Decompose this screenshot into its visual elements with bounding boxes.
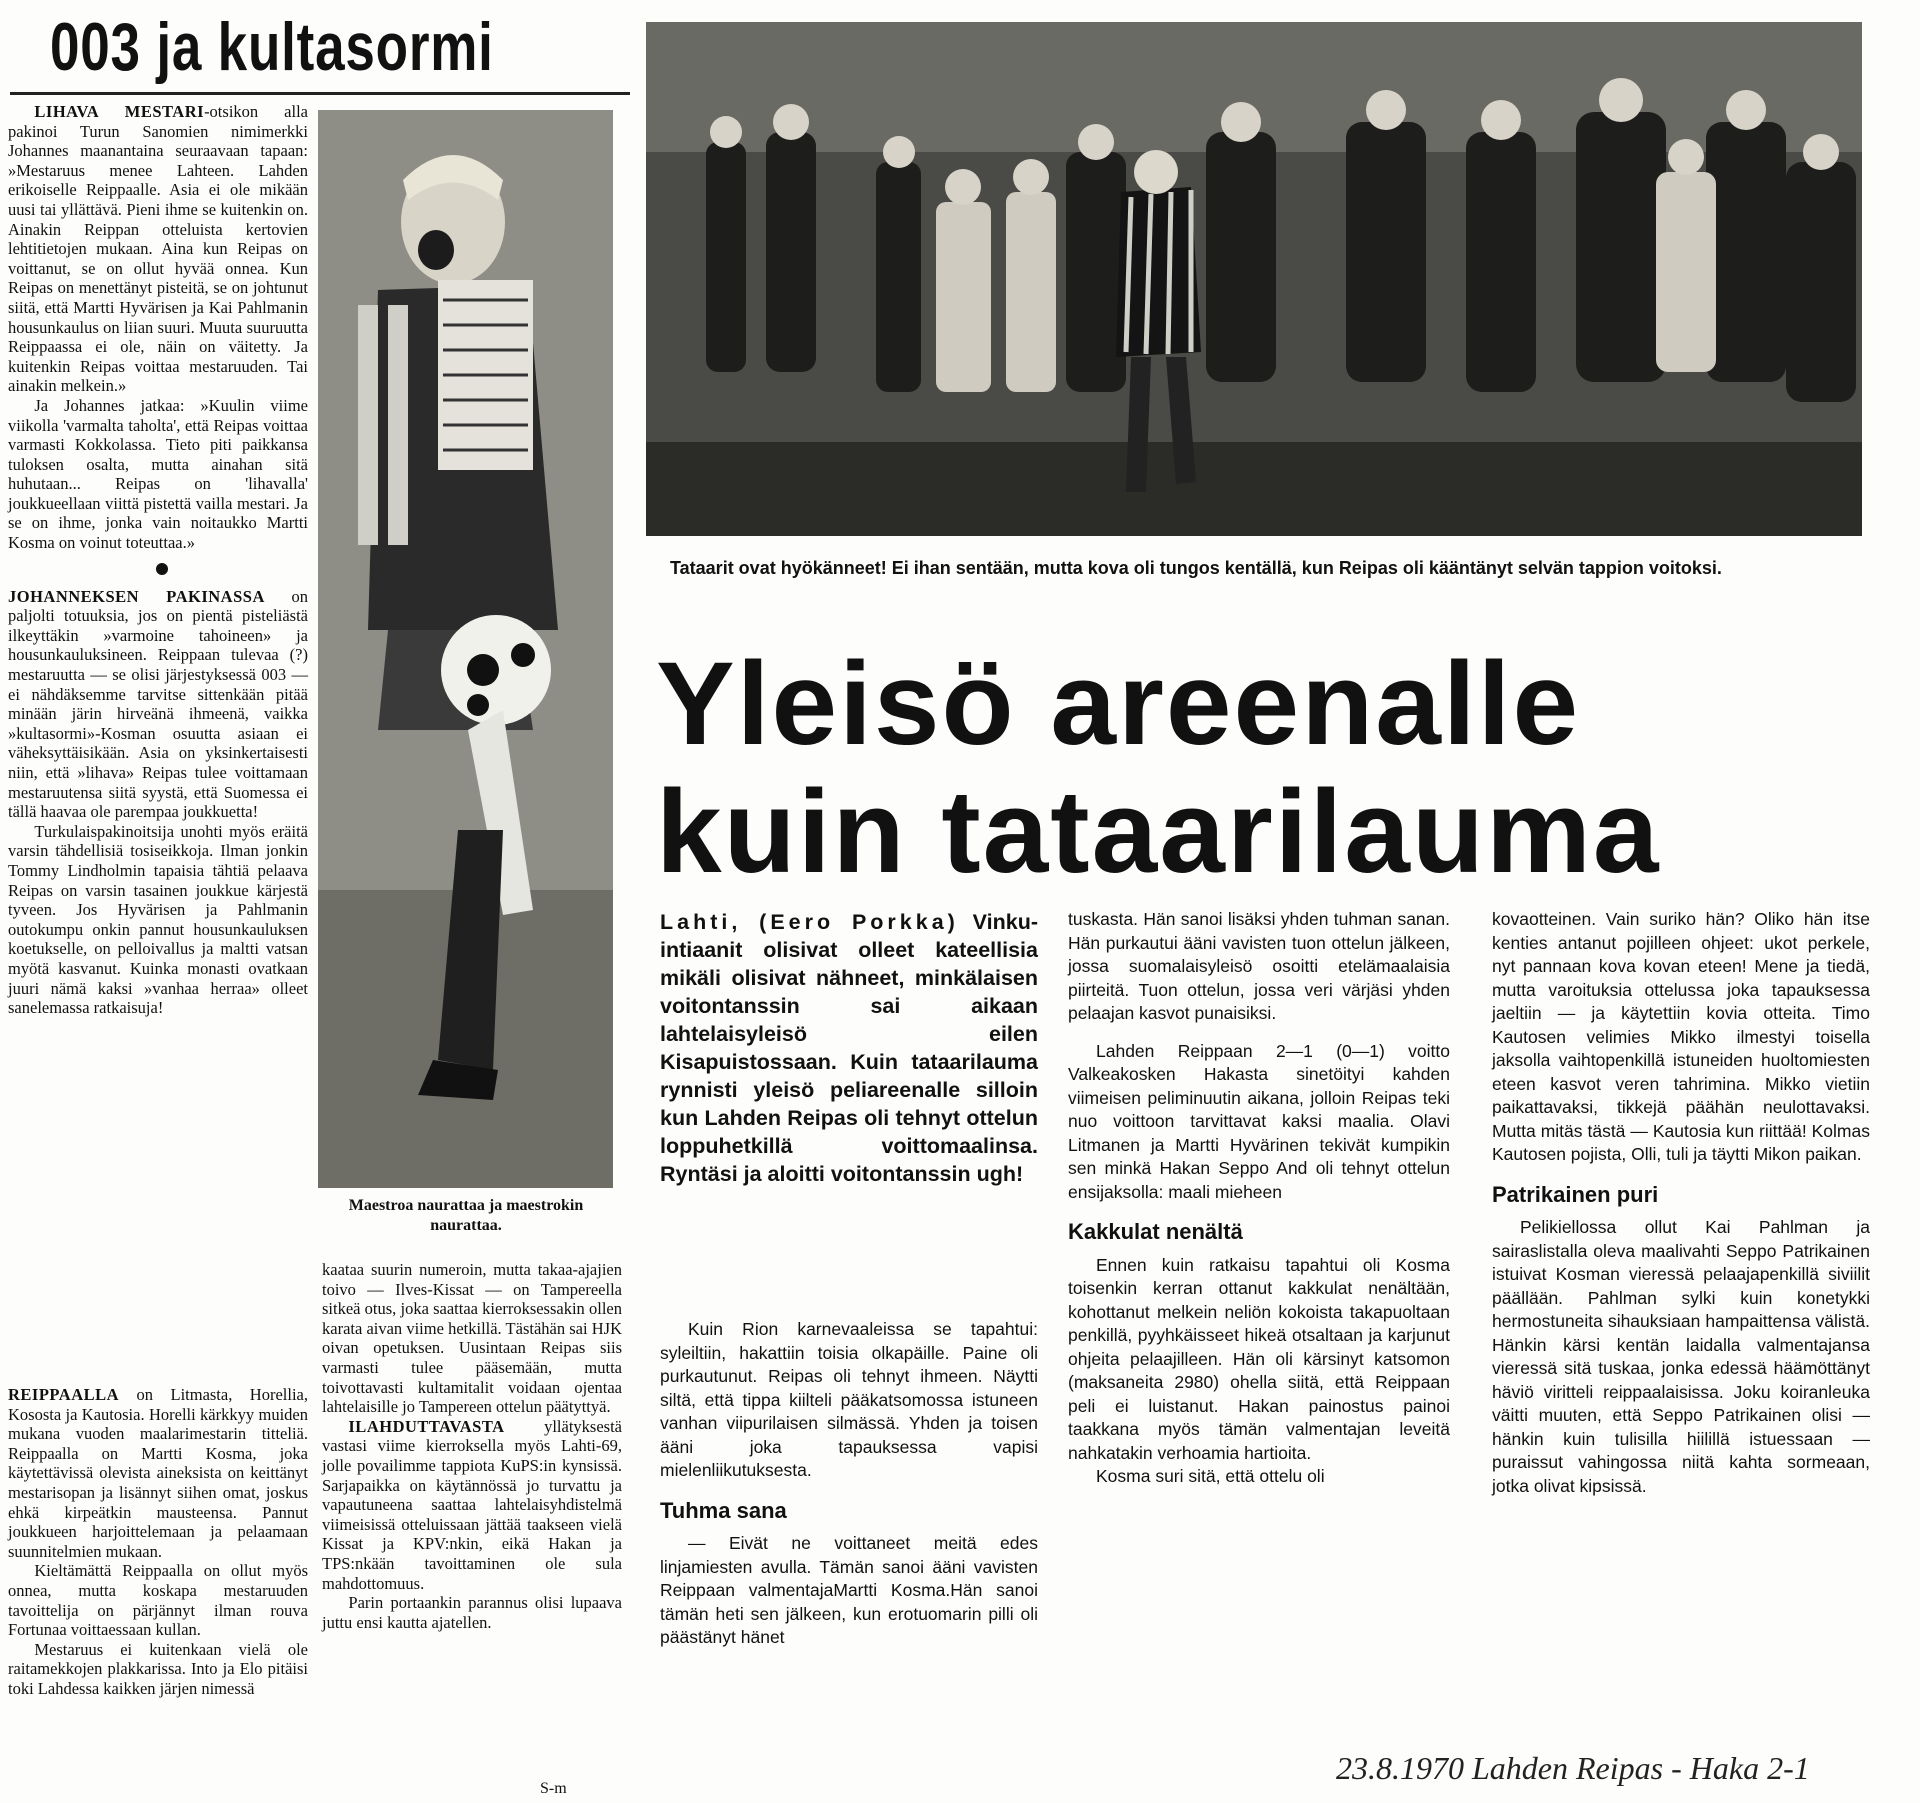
main-headline-line-2: kuin tataarilauma: [656, 766, 1661, 898]
lead-text: Vinku-intiaanit olisivat olleet kateellisia mikäli olisivat nähneet, minkälaisen voitontanssin sai aikaan lahtelaisyleisö eilen Kisapuistossaan. Kuin tataarilauma rynnisti yleisö peliareenalle silloin kun Lahden Reipas oli tehnyt ottelun loppuhetkillä voittomaalinsa. Ryntäsi ja aloitti voitontanssin ugh!: [660, 910, 1038, 1186]
main-col1-paragraph-2: — Eivät ne voittaneet meitä edes linjamiesten avulla. Tämän sanoi ääni vavisten Reippaan valmentajaMartti Kosma.Hän sanoi tämän heti sen jälkeen, kun erotuomarin pilli oli päästänyt hänet: [660, 1533, 1038, 1647]
main-col2-paragraph-2: Ennen kuin ratkaisu tapahtui oli Kosma toisenkin kerran ottanut kakkulat nenältään, kohottanut melkein neliön kokoista takapuoltaan penkillä, pyyhkäisseet hikeä otsaltaan ja karjunut ohjeita pelaajilleen. Hän oli kärsinyt katsomon (maksaneita 2980) ohella siitä, että Reippaan peli ei luistanut. Hakan painostus painoi taakkana myös tämän valmentajan leveitä nahkatakin verhoamia hartioita.: [1068, 1254, 1450, 1463]
main-col2-paragraph-1: Lahden Reippaan 2—1 (0—1) voitto Valkeakosken Hakasta sinetöityi kahden viimeisen peliminuutin aikana, jolloin Reipas teki nuo voittoon tarvittavat kaksi maalia. Olavi Litmanen ja Martti Hyvärinen tekivät kumpikin sen minkä Hakan Seppo And oli tehnyt ottelun ensijaksolla: maali mieheen: [1068, 1040, 1450, 1202]
main-col1-paragraph-1: Kuin Rion karnevaaleissa se tapahtui: syleiltiin, hakattiin toisia olkapäille. Paine oli purkautunut. Reipas oli tehnyt ihmeen. Näytti siltä, että tippa kiilteli pääkatsomossa istuneen vanhan viipurilaisen silmässä. Yhden ja toisen ääni joka tapauksessa vapisi mielenliikutuksesta.: [660, 1319, 1038, 1480]
middle-paragraph-1: kaataa suurin numeroin, mutta takaa-ajajien toivo — Ilves-Kissat — on Tampereella sitkeä otus, joka saattaa kierroksessakin ollen karata aivan viime hetkillä. Tästähän sai HJK oivan opetuksen. Uusintaan Reipas siis varmasti tulee pääsemään, mutta toivottavasti kultamitalit voidaan ojentaa lahtelaisille jo Tampereen ottelun päätyttyä.: [322, 1260, 622, 1417]
left-paragraph-3: JOHANNEKSEN PAKINASSA on paljolti totuuksia, jos on pientä pisteliästä ilkeyttäkin »varmoine tahoineen» ja housunkauluksineen. Reippaan tulevaa (?) mestaruutta — se olisi järjestyksessä 003 — ei nähdäksemme tarvitse sittenkään pitää minään järin hirveänä ihmeenä, vaikka »kultasormi»-Kosman osuutta asiaan ei väheksyttäisikään. Asia on yksinkertaisesti niin, että »lihava» Reipas tulee voittamaan mestaruutensa siitä syystä, että Suomessa ei tällä haavaa ole parempaa joukkuetta!: [8, 586, 309, 822]
left-rule: [10, 92, 630, 95]
lead-dateline: Lahti, (Eero Porkka): [660, 910, 959, 934]
bullet-separator: [156, 563, 168, 575]
musician-photo-art: [318, 110, 613, 1188]
crowd-photo: [646, 22, 1862, 536]
main-column-3: [1492, 908, 1870, 1498]
subhead-kakkulat-nenalta: Kakkulat nenältä: [1068, 1219, 1243, 1244]
article-lead: [660, 908, 1038, 1188]
left-paragraph-4: Turkulaispakinoitsija unohti myös eräitä varsin tähdellisiä tosiseikkoja. Ilman jonkin Tommy Lindholmin tapaisia tähtiä pelaava Reipas on varsin tasainen joukkue kärjestä tyveen. Jos Hyvärisen ja Pahlmanin outokumpu onkin pannut housunkauluksen koetukselle, on pelloivallus ja maltti vatsan myötä kasvanut. Kuinka monasti ovatkaan juuri nämä kaksi »vanhaa herraa» olleet sanelemassa ratkaisuja!: [8, 821, 308, 1018]
left-paragraph-1: LIHAVA MESTARI-otsikon alla pakinoi Turun Sanomien nimimerkki Johannes maanantaina seuraavaan tapaan: »Mestaruus menee Lahteen. Lahden erikoiselle Reippaalle. Asia ei ole mikään uusi tai yllättävä. Pieni ihme se kuitenkin on. Ainakin Reippan otteluista kertovien lehtitietojen mukaan. Aina kun Reipas on voittanut, se on ollut hyvää onnea. Kun Reipas on menettänyt pisteitä, se on johtunut siitä, että Martti Hyvärisen ja Kai Pahlmanin housunkaulus on liian suuri. Muuta suuruutta Reippaassa ei ole, näin on väitetty. Ja kuitenkin Reipas voittaa mestaruuden. Tai ainakin melkein.»: [8, 102, 308, 396]
main-column-2: [1068, 908, 1450, 1489]
main-col2-paragraph-3: Kosma suri sitä, että ottelu oli: [1096, 1466, 1325, 1486]
middle-column: [322, 1260, 622, 1632]
left-bottom-paragraph-2: Kieltämättä Reippaalla on ollut myös onnea, mutta koskapa mestaruuden tavoittelija on pärjännyt ilman rouva Fortunaa voittaessaan kullan.: [8, 1561, 308, 1640]
main-headline-line-1: Yleisö areenalle: [656, 638, 1581, 770]
left-paragraph-2: Ja Johannes jatkaa: »Kuulin viime viikolla 'varmalta taholta', että Reipas voittaa varmasti Kokkolassa. Tieto piti paikkansa tuloksen osalta, mutta ainahan sitä huhutaan... Reipas on 'lihavalla' joukkueellaan viittä pistettä vailla mestari. Ja se on ihme, jonka vain noitaukko Martti Kosma on voinut toteuttaa.»: [8, 395, 308, 553]
middle-paragraph-2: ILAHDUTTAVASTA yllätyksestä vastasi viime kierroksella myös Lahti-69, jolle povailimme tappiota KuPS:in kynsissä. Sarjapaikka on käytännössä jo turvattu ja vapautuneena saattaa lahtelaisyhdistelmä viimeisissä otteluissaan jättää taakseen vielä Kissat ja KPV:nkin, eikä Hakan ja TPS:nkään tavoittaminen ole sula mahdottomuus.: [322, 1416, 622, 1593]
left-bottom-paragraph-3: Mestaruus ei kuitenkaan vielä ole raitamekkojen plakkarissa. Into ja Elo pitäisi toki Lahdessa kaikken järjen nimessä: [8, 1639, 308, 1698]
left-article-column: [8, 102, 308, 1018]
musician-photo: [318, 110, 613, 1188]
subhead-patrikainen-puri: Patrikainen puri: [1492, 1181, 1659, 1207]
crowd-photo-caption: Tataarit ovat hyökänneet! Ei ihan sentään, mutta kova oli tungos kentällä, kun Reipas oli kääntänyt selvän tappion voitoksi.: [670, 558, 1722, 578]
main-col3-continuation: kovaotteinen. Vain suriko hän? Oliko hän itse kenties antanut pojilleen ohjeet: ukot perkele, nyt pannaan kova kovan eteen! Mene ja tiedä, mutta varoituksia ottelussa joka tapauksessa jaeltiin — ja käytettiin kovia otteita. Timo Kautosen velimies Mikko ilmestyi toisella jaksolla vaihtopenkillä istuneiden huoltomiesten eteen kasvot veren tahrimina. Mikko vietiin paikattavaksi, tikkejä päähän neulottavaksi. Mutta mitäs tästä — Kautosia kun riittää! Kolmas Kautosen pojista, Olli, tuli ja täytti Mikon paikan.: [1492, 909, 1870, 1164]
handwritten-date-note: 23.8.1970 Lahden Reipas - Haka 2-1: [1336, 1750, 1810, 1786]
musician-photo-caption: Maestroa naurattaa ja maestrokin naurattaa.: [348, 1197, 584, 1234]
subhead-tuhma-sana: Tuhma sana: [660, 1497, 787, 1523]
main-col3-paragraph-1: Pelikiellossa ollut Kai Pahlman ja sairaslistalla oleva maalivahti Seppo Patrikainen istuivat Kosman vieressä pelaajapenkillä siviilit päällään. Pahlman sylki kuin konetykki hermostuneita sihauksiaan hampaittensa välistä. Hänkin kärsi kentän laidalla valmentajansa vieressä sitä tuskaa, jonka edessä häämöttänyt häviö viritteli reippaalaisissa. Joku koiranleuka väitti muuten, että Seppo Patrikainen olisi — hänkin kuin tulisilla hiilillä istuessaan — puraissut vahingossa niitä kahta sormeaan, jotka olivat kipsissä.: [1492, 1217, 1870, 1496]
left-article-headline: 003 ja kultasormi: [50, 9, 494, 85]
main-col2-continuation: tuskasta. Hän sanoi lisäksi yhden tuhman sanan. Hän purkautui ääni vavisten tuon ottelun jälkeen, jossa suomalaisyleisö osoitti etelämaalaisia piirteitä. Tuon ottelun, jossa veri värjäsi yhden pelaajan kasvot punaisiksi.: [1068, 909, 1450, 1023]
crowd-photo-art: [646, 22, 1862, 536]
left-article-bottom-column: [8, 1385, 308, 1699]
main-headline: [656, 640, 1866, 896]
left-bottom-paragraph-1: REIPPAALLA on Litmasta, Horellia, Kososta ja Kautosia. Horelli kärkkyy muiden mukana vuoden maalarimestarin titteliä. Reippaalla on Martti Kosma, joka käytettävissä olevista aineksista on keittänyt mestarisopan ja lisännyt siihen omat, joskus ehkä kirpeätkin mausteensa. Pannut joukkueen harjoittelemaan ja pelaamaan suunnitelmien mukaan.: [8, 1385, 308, 1561]
main-column-1: [660, 1318, 1038, 1650]
author-signature: S-m: [540, 1780, 567, 1797]
middle-paragraph-3: Parin portaankin parannus olisi lupaava juttu ensi kautta ajatellen.: [322, 1593, 622, 1632]
